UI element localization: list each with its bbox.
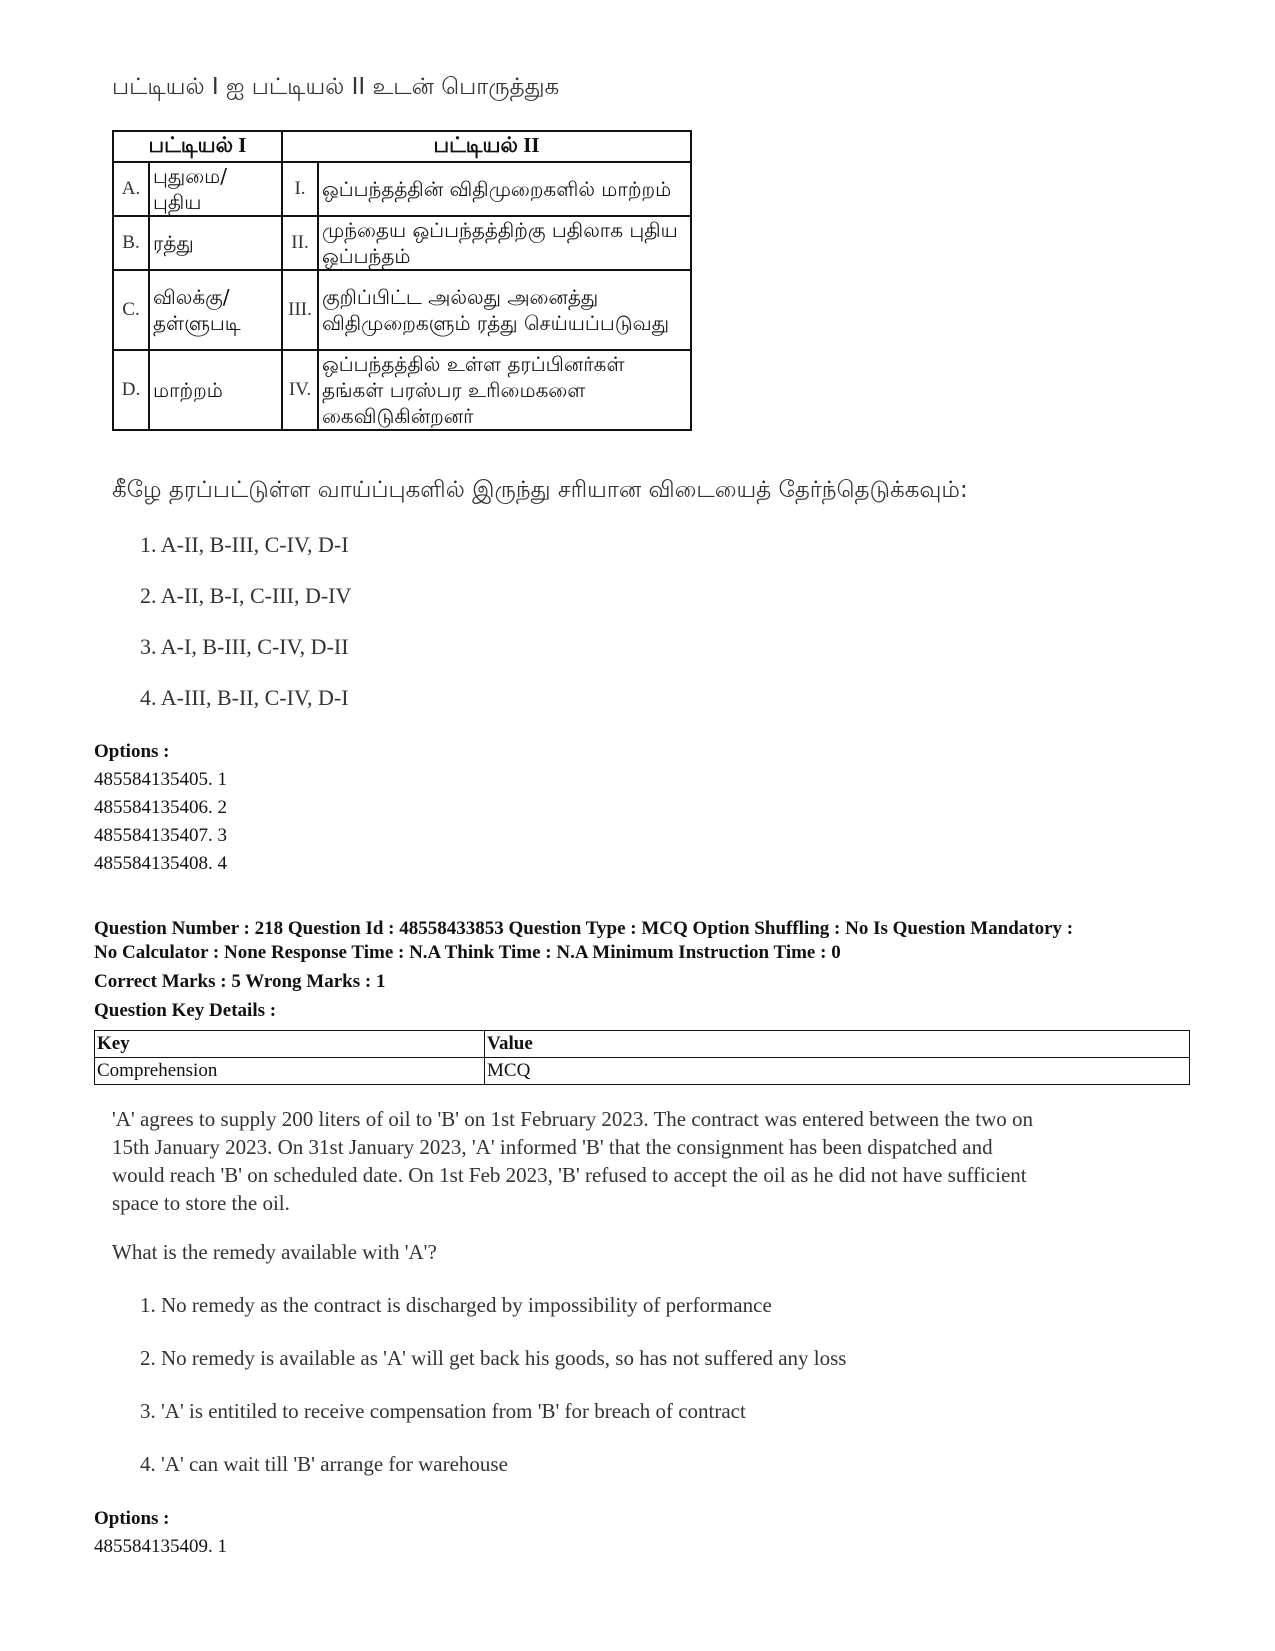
question-meta-line-1: Question Number : 218 Question Id : 48558433853 Question Type : MCQ Option Shuffling : No Is Question Mandatory : — [94, 918, 1074, 939]
answer-choice-4: 4. A-III, B-II, C-IV, D-I — [140, 685, 349, 710]
answer-choice-4: 4. 'A' can wait till 'B' arrange for warehouse — [140, 1452, 508, 1476]
option-id-2: 485584135406. 2 — [94, 797, 227, 818]
marks-line: Correct Marks : 5 Wrong Marks : 1 — [94, 971, 386, 992]
match-table-header — [113, 131, 691, 162]
header-list-2: பட்டியல் II — [282, 131, 691, 162]
option-id-3: 485584135407. 3 — [94, 825, 227, 846]
row-roman: I. — [282, 162, 318, 216]
options-label: Options : — [94, 741, 170, 762]
option-id-1: 485584135409. 1 — [94, 1536, 227, 1557]
answer-choice-3: 3. 'A' is entitiled to receive compensation from 'B' for breach of contract — [140, 1399, 746, 1423]
instruction-text: கீழே தரப்பட்டுள்ள வாய்ப்புகளில் இருந்து சரியான விடையைத் தேர்ந்தெடுக்கவும்: — [112, 477, 968, 503]
passage — [112, 1105, 1182, 1217]
row-letter: C. — [113, 270, 149, 350]
passage-line: 15th January 2023. On 31st January 2023, 'A' informed 'B' that the consignment has been dispatched and — [112, 1135, 993, 1159]
question-title: பட்டியல் I ஐ பட்டியல் II உடன் பொருத்துக — [112, 74, 560, 100]
list1-item: ரத்து — [149, 216, 282, 270]
table-row — [95, 1031, 1190, 1058]
value-cell: MCQ — [485, 1058, 1190, 1085]
key-cell: Comprehension — [95, 1058, 485, 1085]
row-letter: A. — [113, 162, 149, 216]
list2-item: குறிப்பிட்ட அல்லது அனைத்து விதிமுறைகளும் ரத்து செய்யப்படுவது — [318, 270, 691, 350]
passage-line: would reach 'B' on scheduled date. On 1st Feb 2023, 'B' refused to accept the oil as he did not have sufficient — [112, 1163, 1027, 1187]
answer-choice-2: 2. A-II, B-I, C-III, D-IV — [140, 583, 352, 608]
list1-item: புதுமை/ புதிய — [149, 162, 282, 216]
table-row — [113, 216, 691, 270]
table-row — [113, 270, 691, 350]
key-details-table — [94, 1030, 1190, 1085]
passage-line: space to store the oil. — [112, 1191, 290, 1215]
options-label: Options : — [94, 1508, 170, 1529]
list2-item: ஒப்பந்தத்தின் விதிமுறைகளில் மாற்றம் — [318, 162, 691, 216]
row-letter: D. — [113, 350, 149, 430]
key-details-label: Question Key Details : — [94, 1000, 277, 1021]
passage-line: 'A' agrees to supply 200 liters of oil to 'B' on 1st February 2023. The contract was entered between the two on — [112, 1107, 1034, 1131]
list1-item: விலக்கு/ தள்ளுபடி — [149, 270, 282, 350]
option-id-4: 485584135408. 4 — [94, 853, 227, 874]
answer-choice-2: 2. No remedy is available as 'A' will get back his goods, so has not suffered any loss — [140, 1346, 847, 1370]
key-header: Key — [95, 1031, 485, 1058]
list1-item: மாற்றம் — [149, 350, 282, 430]
row-roman: II. — [282, 216, 318, 270]
row-roman: III. — [282, 270, 318, 350]
option-id-1: 485584135405. 1 — [94, 769, 227, 790]
list2-item: ஒப்பந்தத்தில் உள்ள தரப்பினர்கள் தங்கள் பரஸ்பர உரிமைகளை கைவிடுகின்றனர் — [318, 350, 691, 430]
question-text: What is the remedy available with 'A'? — [112, 1240, 437, 1264]
answer-choice-1: 1. No remedy as the contract is discharged by impossibility of performance — [140, 1293, 772, 1317]
row-letter: B. — [113, 216, 149, 270]
table-row — [113, 350, 691, 430]
answer-choice-3: 3. A-I, B-III, C-IV, D-II — [140, 634, 349, 659]
header-list-1: பட்டியல் I — [113, 131, 282, 162]
question-meta-line-2: No Calculator : None Response Time : N.A Think Time : N.A Minimum Instruction Time : 0 — [94, 942, 841, 963]
row-roman: IV. — [282, 350, 318, 430]
value-header: Value — [485, 1031, 1190, 1058]
table-row — [113, 162, 691, 216]
answer-choice-1: 1. A-II, B-III, C-IV, D-I — [140, 532, 349, 557]
list2-item: முந்தைய ஒப்பந்தத்திற்கு பதிலாக புதிய ஒப்பந்தம் — [318, 216, 691, 270]
table-row — [95, 1058, 1190, 1085]
match-table — [112, 130, 692, 431]
